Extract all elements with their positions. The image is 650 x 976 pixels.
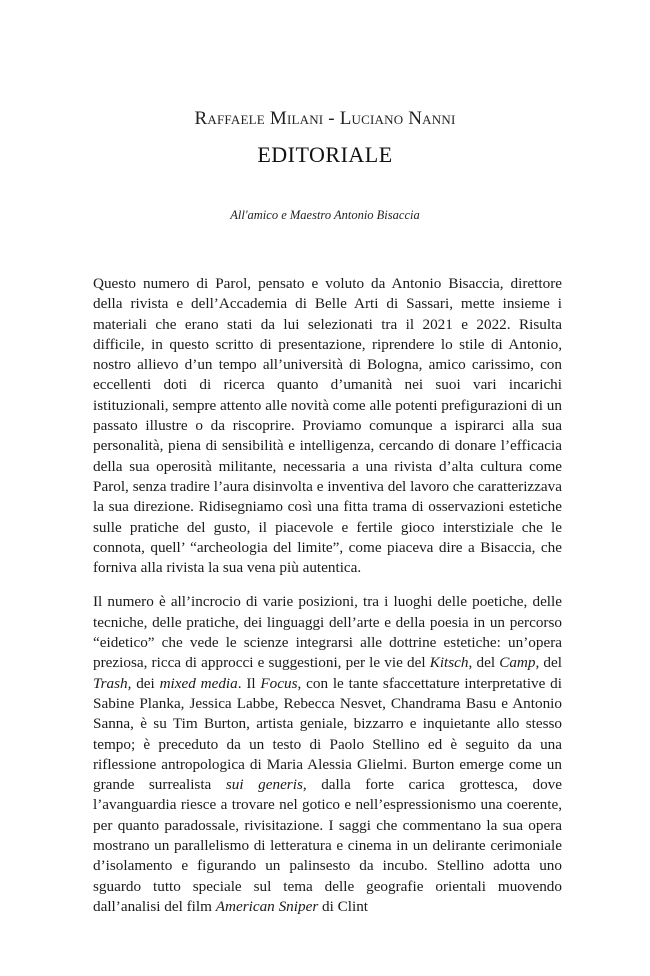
text-span: . Il [237,674,261,692]
paragraph-1: Questo numero di Parol, pensato e voluto da Antonio Bisaccia, direttore della rivista e dell’Accademia di Belle Arti di Sassari, mette insieme i materiali che erano stati da lui selezionati tra il 2021 e 2022. Risulta difficile, in questo scritto di presentazione, riprendere lo stile di Antonio, nostro allievo d’un tempo all’università di Bologna, amico carissimo, con eccellenti doti di ricerca quanto d’umanità nei suoi vari incarichi istituzionali, sempre attento alle novità come alle potenti prefigurazioni di un passato illustre o da riscoprire. Proviamo comunque a ispirarci alla sua personalità, piena di sensibilità e intelligenza, cercando di donare l’efficacia della sua operosità militante, necessaria a una rivista d’alta cultura come Parol, senza tradire l’aura disinvolta e inventiva del lavoro che caratterizzava la sua direzione. Ridisegniamo così una fitta trama di osservazioni estetiche sulle pratiche del gusto, il piacevole e fertile gioco interstiziale che le connota, quell’ “archeologia del limite”, come piaceva dire a Bisaccia, che forniva alla rivista la sua vena più autentica. [93,275,562,577]
text-span: , del [535,654,562,672]
italic-term: sui generis [225,776,303,794]
italic-term: mixed media [159,674,238,692]
text-span: , del [468,654,500,672]
page-title: EDITORIALE [257,142,393,167]
text-span: di Clint [318,897,369,915]
text-span: dei [131,674,160,692]
italic-term: American Sniper [215,897,319,915]
text-span: , con le tante sfaccettature interpretative di Sabine Planka, Jessica Labbe, Rebecca Nesvet, Chandrama Basu e Antonio Sanna, è su Tim Burton, artista geniale, bizzarro e inquietante allo stesso tempo; è preceduto da un testo di Paolo Stellino ed è seguito da una riflessione antropologica di Maria Alessia Glielmi. Burton emerge come un grande surrealista [93,674,562,794]
paragraph-2 [93,592,562,917]
italic-term: Trash, [93,674,132,692]
author-names: Raffaele Milani - Luciano Nanni [194,108,456,129]
dedication: All'amico e Maestro Antonio Bisaccia [230,208,420,222]
italic-term: Focus [260,674,298,692]
text-span: Il numero è all’incrocio di varie posizioni, tra i luoghi delle poetiche, delle tecniche, delle pratiche, dei linguaggi dell’arte e della poesia in un percorso “eidetico” che vede le scienze integrarsi alle dottrine estetiche: un’opera preziosa, ricca di approcci e suggestioni, per le vie del [93,593,562,672]
body-text [93,274,562,931]
italic-term: Kitsch [429,654,469,672]
italic-term: Camp [499,654,536,672]
text-span: , dalla forte carica grottesca, dove l’avanguardia riesce a trovare nel gotico e nell’espressionismo una coerente, per quanto paradossale, rivisitazione. I saggi che commentano la sua opera mostrano un parallelismo di letteratura e cinema in un delirante cerimoniale d’isolamento e figurando un palinsesto da incubo. Stellino adotta uno sguardo tutto speciale sul tema delle geografie orientali muovendo dall’analisi del film [93,776,563,915]
